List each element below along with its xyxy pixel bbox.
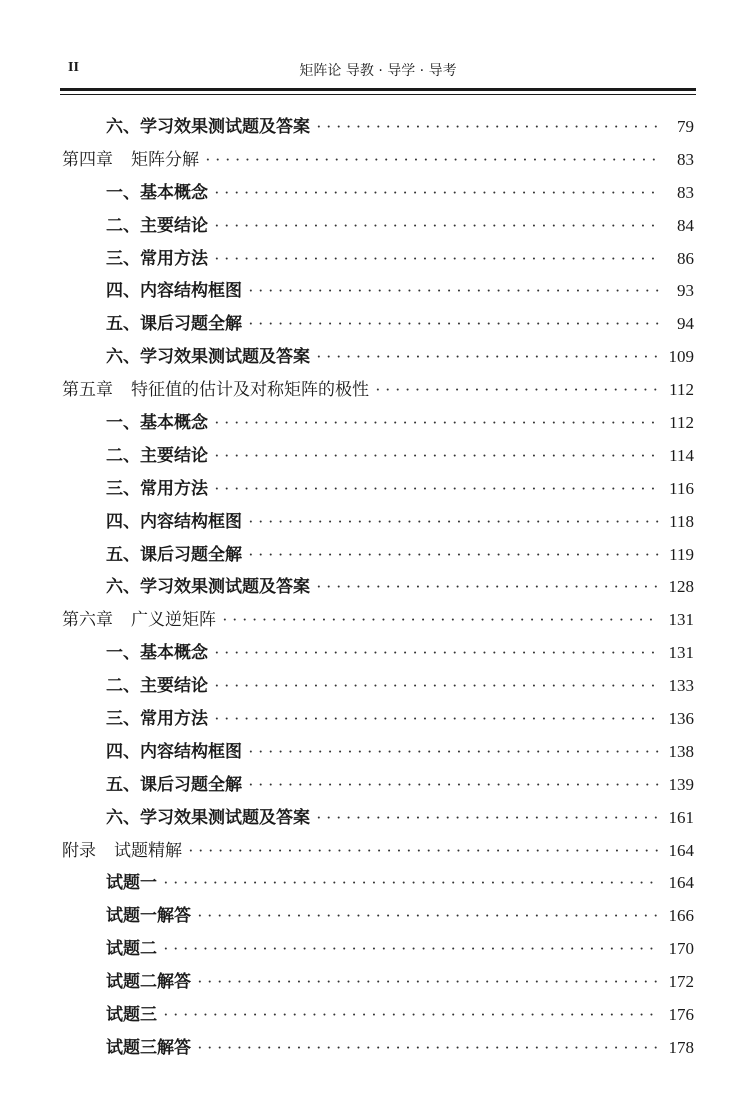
toc-chapter-number: 附录 xyxy=(62,840,96,861)
toc-page-number: 139 xyxy=(668,774,694,794)
toc-dot-leader xyxy=(316,577,660,597)
toc-entry-title: 四、内容结构框图 xyxy=(106,741,242,762)
toc-entry-title: 六、学习效果测试题及答案 xyxy=(106,347,310,368)
toc-entry-title: 三、常用方法 xyxy=(106,478,208,499)
toc-page-number: 79 xyxy=(677,117,694,136)
toc-dot-leader xyxy=(214,676,660,696)
toc-entry-title: 矩阵分解 xyxy=(131,149,199,170)
toc-page-number: 131 xyxy=(668,643,694,663)
toc-dot-leader xyxy=(375,380,660,400)
toc-page-number: 112 xyxy=(669,413,694,433)
toc-entry-title: 二、主要结论 xyxy=(106,676,208,697)
toc-entry-title: 广义逆矩阵 xyxy=(131,610,216,631)
toc-entry-title: 试题精解 xyxy=(114,840,182,861)
toc-page-number: 138 xyxy=(668,741,694,761)
toc-page-number: 116 xyxy=(669,478,694,498)
toc-section-entry[interactable] xyxy=(62,1033,694,1066)
toc-page-number: 94 xyxy=(677,314,694,334)
toc-dot-leader xyxy=(197,972,660,992)
toc-dot-leader xyxy=(248,545,660,565)
toc-entry-title: 一、基本概念 xyxy=(106,413,208,434)
toc-chapter-number: 第五章 xyxy=(62,380,113,401)
toc-page-number: 161 xyxy=(668,807,694,827)
toc-entry-title: 五、课后习题全解 xyxy=(106,774,242,795)
toc-page-number: 164 xyxy=(668,840,694,860)
toc-page-number: 84 xyxy=(677,215,694,235)
toc-section-entry[interactable] xyxy=(62,967,694,1000)
toc-dot-leader xyxy=(248,512,660,532)
toc-dot-leader xyxy=(205,150,660,170)
toc-entry-title: 试题二 xyxy=(106,939,157,960)
toc-entry-title: 三、常用方法 xyxy=(106,248,208,269)
toc-dot-leader xyxy=(214,249,660,269)
toc-page-number: 128 xyxy=(668,577,694,597)
page-header xyxy=(60,56,696,82)
toc-section-entry[interactable] xyxy=(62,211,694,244)
toc-entry-title: 试题二解答 xyxy=(106,972,191,993)
toc-dot-leader xyxy=(248,314,660,334)
toc-chapter-entry[interactable] xyxy=(62,605,694,638)
toc-dot-leader xyxy=(188,841,660,861)
toc-dot-leader xyxy=(214,709,660,729)
toc-section-entry[interactable] xyxy=(62,244,694,277)
toc-dot-leader xyxy=(197,1038,660,1058)
table-of-contents xyxy=(62,112,694,1066)
toc-dot-leader xyxy=(222,610,660,630)
toc-section-entry[interactable] xyxy=(62,770,694,803)
toc-page-number: 109 xyxy=(668,347,694,367)
toc-entry-title: 特征值的估计及对称矩阵的极性 xyxy=(131,380,369,401)
toc-page-number: 86 xyxy=(677,248,694,268)
toc-dot-leader xyxy=(197,906,660,926)
toc-dot-leader xyxy=(214,183,660,203)
toc-page-number: 119 xyxy=(669,544,694,564)
toc-page-number: 176 xyxy=(668,1005,694,1025)
header-rule-thin xyxy=(60,94,696,95)
toc-entry-title: 四、内容结构框图 xyxy=(106,281,242,302)
running-title: 矩阵论 导教 · 导学 · 导考 xyxy=(299,63,457,79)
page-number: II xyxy=(68,60,79,75)
toc-page-number: 172 xyxy=(668,972,694,992)
toc-dot-leader xyxy=(248,281,660,301)
toc-entry-title: 三、常用方法 xyxy=(106,709,208,730)
toc-section-entry[interactable] xyxy=(62,572,694,605)
toc-chapter-entry[interactable] xyxy=(62,375,694,408)
toc-dot-leader xyxy=(248,775,660,795)
toc-page-number: 83 xyxy=(677,149,694,169)
toc-entry-title: 六、学习效果测试题及答案 xyxy=(106,577,310,598)
toc-dot-leader xyxy=(248,742,660,762)
toc-section-entry[interactable] xyxy=(62,901,694,934)
toc-section-entry[interactable] xyxy=(62,638,694,671)
toc-page-number: 133 xyxy=(668,676,694,696)
toc-entry-title: 五、课后习题全解 xyxy=(106,544,242,565)
toc-entry-title: 试题一解答 xyxy=(106,906,191,927)
toc-entry-title: 四、内容结构框图 xyxy=(106,511,242,532)
toc-entry-title: 一、基本概念 xyxy=(106,643,208,664)
toc-page-number: 170 xyxy=(668,939,694,959)
toc-section-entry[interactable] xyxy=(62,507,694,540)
toc-dot-leader xyxy=(214,643,660,663)
toc-entry-title: 试题一 xyxy=(106,873,157,894)
toc-dot-leader xyxy=(316,808,660,828)
toc-page-number: 131 xyxy=(668,610,694,630)
toc-section-entry[interactable] xyxy=(62,803,694,836)
toc-entry-title: 二、主要结论 xyxy=(106,215,208,236)
toc-entry-title: 试题三 xyxy=(106,1005,157,1026)
toc-page-number: 178 xyxy=(668,1037,694,1057)
toc-dot-leader xyxy=(214,216,660,236)
toc-entry-title: 六、学习效果测试题及答案 xyxy=(106,117,310,137)
toc-page-number: 114 xyxy=(669,445,694,465)
toc-page-number: 112 xyxy=(669,380,694,400)
toc-page-number: 83 xyxy=(677,182,694,202)
toc-entry-title: 一、基本概念 xyxy=(106,182,208,203)
toc-chapter-entry[interactable] xyxy=(62,836,694,869)
toc-section-entry[interactable] xyxy=(62,112,694,145)
toc-section-entry[interactable] xyxy=(62,704,694,737)
toc-section-entry[interactable] xyxy=(62,868,694,901)
toc-section-entry[interactable] xyxy=(62,540,694,573)
toc-dot-leader xyxy=(214,446,660,466)
toc-chapter-number: 第四章 xyxy=(62,149,113,170)
toc-section-entry[interactable] xyxy=(62,276,694,309)
toc-dot-leader xyxy=(163,1005,660,1025)
toc-section-entry[interactable] xyxy=(62,1000,694,1033)
toc-dot-leader xyxy=(163,873,660,893)
toc-entry-title: 二、主要结论 xyxy=(106,445,208,466)
toc-entry-title: 试题三解答 xyxy=(106,1037,191,1058)
toc-page-number: 164 xyxy=(668,873,694,893)
toc-dot-leader xyxy=(316,347,660,367)
toc-dot-leader xyxy=(214,413,660,433)
toc-entry-title: 六、学习效果测试题及答案 xyxy=(106,807,310,828)
toc-page-number: 93 xyxy=(677,281,694,301)
toc-dot-leader xyxy=(214,479,660,499)
toc-entry-title: 五、课后习题全解 xyxy=(106,314,242,335)
header-rule-thick xyxy=(60,88,696,91)
toc-section-entry[interactable] xyxy=(62,737,694,770)
toc-chapter-entry[interactable] xyxy=(62,145,694,178)
toc-section-entry[interactable] xyxy=(62,441,694,474)
toc-dot-leader xyxy=(316,117,660,137)
toc-section-entry[interactable] xyxy=(62,934,694,967)
toc-chapter-number: 第六章 xyxy=(62,610,113,631)
toc-page-number: 136 xyxy=(668,709,694,729)
toc-dot-leader xyxy=(163,939,660,959)
toc-section-entry[interactable] xyxy=(62,474,694,507)
toc-page-number: 118 xyxy=(669,511,694,531)
toc-section-entry[interactable] xyxy=(62,309,694,342)
toc-page-number: 166 xyxy=(668,906,694,926)
toc-section-entry[interactable] xyxy=(62,671,694,704)
toc-section-entry[interactable] xyxy=(62,178,694,211)
toc-section-entry[interactable] xyxy=(62,408,694,441)
toc-section-entry[interactable] xyxy=(62,342,694,375)
